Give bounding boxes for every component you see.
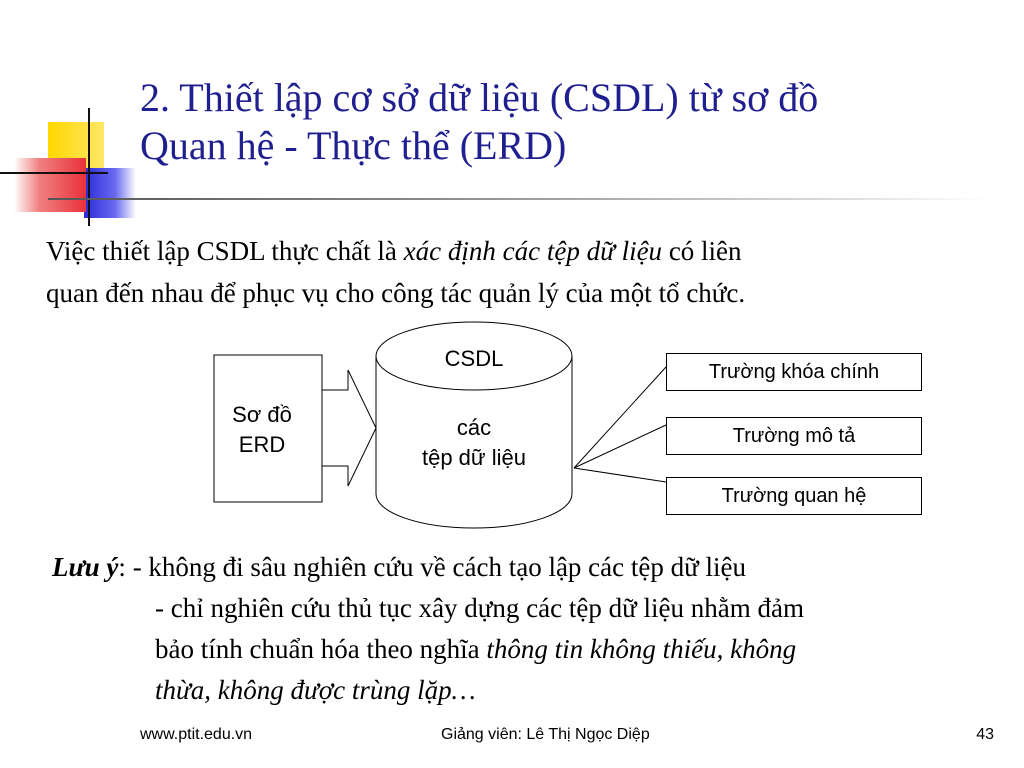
connector-line-2: [574, 425, 666, 468]
note-line3: [52, 629, 1002, 670]
database-content: [376, 413, 572, 473]
slide-title-line1: 2. Thiết lập cơ sở dữ liệu (CSDL) từ sơ đồ: [140, 75, 819, 120]
note-line4: [52, 670, 1002, 711]
note-line2: - chỉ nghiên cứu thủ tục xây dựng các tệp dữ liệu nhằm đảm: [155, 593, 804, 623]
erd-label: [214, 400, 310, 460]
note-line3-italic: thông tin không thiếu, không: [486, 634, 797, 664]
note-line1: [52, 547, 1002, 588]
database-label: CSDL: [444, 346, 504, 371]
footer-page-number: 43: [976, 726, 994, 743]
note-text-1: - không đi sâu nghiên cứu về cách tạo lập các tệp dữ liệu: [132, 552, 746, 582]
intro-text-1: Việc thiết lập CSDL thực chất là: [46, 236, 404, 266]
footer-website: www.ptit.edu.vn: [140, 726, 253, 743]
footer-lecturer: Giảng viên: Lê Thị Ngọc Diệp: [441, 726, 650, 743]
intro-text-2: có liên: [662, 236, 742, 266]
connector-line-1: [574, 367, 666, 468]
note-label: Lưu ý: [52, 552, 119, 582]
database-content-line1: các: [456, 415, 492, 440]
connector-line-3: [574, 468, 666, 482]
field-description: Trường mô tả: [666, 417, 922, 455]
erd-label-line2: ERD: [238, 432, 286, 457]
database-content-line2: tệp dữ liệu: [421, 445, 527, 470]
note-line3-normal: bảo tính chuẩn hóa theo nghĩa: [155, 634, 487, 664]
field-relation: Trường quan hệ: [666, 477, 922, 515]
note-block: [52, 547, 1002, 711]
intro-line2: quan đến nhau để phục vụ cho công tác quản lý của một tổ chức.: [46, 278, 746, 308]
note-colon: :: [118, 552, 133, 582]
field-primary-key: Trường khóa chính: [666, 353, 922, 391]
erd-label-line1: Sơ đồ: [232, 402, 292, 427]
intro-emphasis: xác định các tệp dữ liệu: [403, 236, 663, 266]
slide-title-line2: Quan hệ - Thực thể (ERD): [140, 123, 567, 168]
block-arrow: [322, 370, 376, 486]
note-line4-italic: thừa, không được trùng lặp…: [155, 675, 476, 705]
